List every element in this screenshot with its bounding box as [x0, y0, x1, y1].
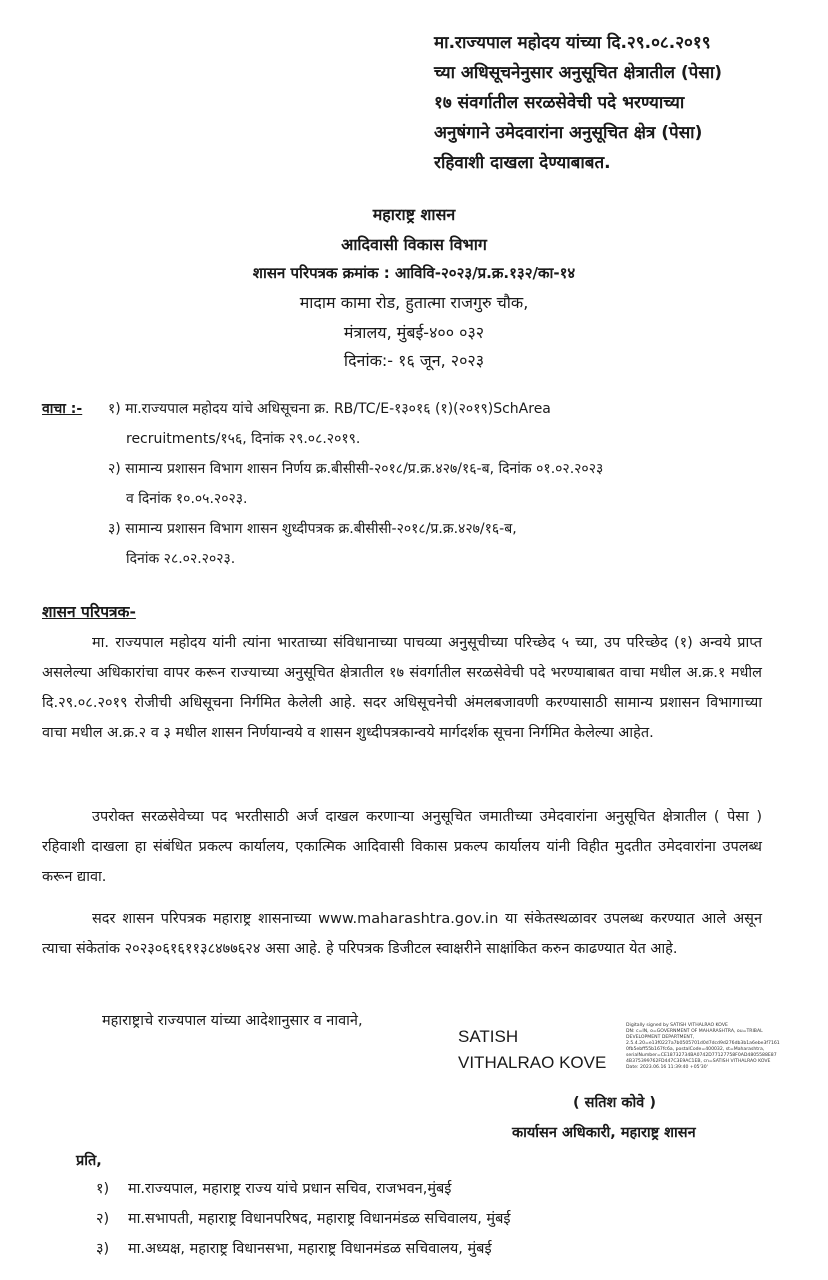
circular-heading: शासन परिपत्रक-	[42, 603, 136, 621]
distribution-item-text: मा.अध्यक्ष, महाराष्ट्र विधानसभा, महाराष्ट्र विधानमंडळ सचिवालय, मुंबई	[128, 1241, 492, 1257]
signature-detail-line: 0fb5ebff55b167fc6a, postalCode=400032, st=Maharashtra,	[626, 1047, 765, 1052]
department-name: आदिवासी विकास विभाग	[341, 235, 487, 254]
subject-line: च्या अधिसूचनेनुसार अनुसूचित क्षेत्रातील (पेसा)	[434, 63, 723, 83]
subject-block	[434, 28, 774, 178]
subject-line: मा.राज्यपाल महोदय यांच्या दि.२९.०८.२०१९	[434, 33, 711, 53]
reference-line: व दिनांक १०.०५.२०२३.	[126, 491, 248, 507]
signature-detail-line: Digitally signed by SATISH VITHALRAO KOVE	[626, 1023, 728, 1028]
signatory-name-line: SATISH	[458, 1027, 519, 1046]
reference-line: १) मा.राज्यपाल महोदय यांचे अधिसूचना क्र. RB/TC/E-१३०१६ (१)(२०१९)SchArea	[108, 401, 551, 417]
reference-line: दिनांक २८.०२.२०२३.	[126, 551, 236, 567]
signature-detail-line: DEVELOPMENT DEPARTMENT,	[626, 1035, 695, 1040]
distribution-item	[96, 1208, 511, 1228]
signatory-designation: कार्यासन अधिकारी, महाराष्ट्र शासन	[512, 1125, 696, 1141]
signature-detail-line: Date: 2023.06.16 11:39:40 +05'30'	[626, 1065, 708, 1070]
address-line: मादाम कामा रोड, हुतात्मा राजगुरु चौक,	[299, 293, 529, 312]
distribution-item-number: ३)	[96, 1241, 110, 1257]
distribution-item-number: १)	[96, 1181, 110, 1197]
circular-number: शासन परिपत्रक क्रमांक : आविवि-२०२३/प्र.क्र.१३२/का-१४	[252, 264, 576, 282]
body-paragraph: उपरोक्त सरळसेवेच्या पद भरतीसाठी अर्ज दाखल करणाऱ्या अनुसूचित जमातीच्या उमेदवारांना अनुसूचित क्षेत्रातील ( पेसा ) रहिवाशी दाखला हा संबंधित प्रकल्प कार्यालय, एकात्मिक आदिवासी विकास प्रकल्प कार्यालय यांनी विहीत मुदतीत उमेदवारांना उपलब्ध करून द्यावा.	[42, 809, 762, 885]
subject-line: अनुषंगाने उमेदवारांना अनुसूचित क्षेत्र (पेसा)	[434, 123, 703, 143]
distribution-item	[96, 1238, 492, 1258]
signature-detail-line: 4B375399762FD447C3E9AC1EB, cn=SATISH VITHALRAO KOVE	[626, 1059, 771, 1064]
body-paragraph: मा. राज्यपाल महोदय यांनी त्यांना भारताच्या संविधानाच्या पाचव्या अनुसूचीच्या परिच्छेद ५ च्या, उप परिच्छेद (१) अन्वये प्राप्त असलेल्या अधिकारांचा वापर करून राज्याच्या अनुसूचित क्षेत्रातील १७ संवर्गातील सरळसेवेची पदे भरण्याबाबत वाचा मधील अ.क्र.१ मधील दि.२९.०८.२०१९ रोजीची अधिसूचना निर्गमित केलेली आहे. सदर अधिसूचनेची अंमलबजावणी करण्यासाठी सामान्य प्रशासन विभागाच्या वाचा मधील अ.क्र.२ व ३ मधील शासन निर्णयान्वये व शासन शुध्दीपत्रकान्वये मार्गदर्शक सूचना निर्गमित केलेल्या आहेत.	[42, 635, 762, 741]
digital-signature-details	[626, 1023, 804, 1071]
signatory-marathi-name: ( सतिश कोवे )	[573, 1095, 657, 1111]
signatory-name-line: VITHALRAO KOVE	[458, 1053, 607, 1072]
references-label: वाचा :-	[42, 401, 83, 417]
body-paragraph: सदर शासन परिपत्रक महाराष्ट्र शासनाच्या www.maharashtra.gov.in या संकेतस्थळावर उपलब्ध करण्यात आले असून त्याचा संकेतांक २०२३०६१६११३८४७७६२४ असा आहे. हे परिपत्रक डिजीटल स्वाक्षरीने साक्षांकित करुन काढण्यात येत आहे.	[42, 911, 762, 957]
distribution-label: प्रति,	[76, 1153, 102, 1169]
subject-line: रहिवाशी दाखला देण्याबाबत.	[434, 153, 611, 173]
reference-line: ३) सामान्य प्रशासन विभाग शासन शुध्दीपत्रक क्र.बीसीसी-२०१८/प्र.क्र.४२७/१६-ब,	[108, 521, 517, 537]
reference-line: recruitments/१५६, दिनांक २९.०८.२०१९.	[126, 431, 361, 447]
distribution-item	[96, 1178, 451, 1198]
reference-line: २) सामान्य प्रशासन विभाग शासन निर्णय क्र.बीसीसी-२०१८/प्र.क्र.४२७/१६-ब, दिनांक ०१.०२.२०२३	[108, 461, 604, 477]
circular-date: दिनांक:- १६ जून, २०२३	[343, 351, 485, 370]
distribution-item-text: मा.सभापती, महाराष्ट्र विधानपरिषद, महाराष्ट्र विधानमंडळ सचिवालय, मुंबई	[128, 1211, 511, 1227]
subject-line: १७ संवर्गातील सरळसेवेची पदे भरण्याच्या	[434, 93, 685, 113]
distribution-item-number: २)	[96, 1211, 110, 1227]
government-name: महाराष्ट्र शासन	[372, 205, 456, 224]
address-line: मंत्रालय, मुंबई-४०० ०३२	[343, 323, 485, 342]
closing-line: महाराष्ट्राचे राज्यपाल यांच्या आदेशानुसार व नावाने,	[102, 1013, 363, 1029]
distribution-item-text: मा.राज्यपाल, महाराष्ट्र राज्य यांचे प्रधान सचिव, राजभवन,मुंबई	[128, 1181, 452, 1197]
signature-detail-line: DN: c=IN, o=GOVERNMENT OF MAHARASHTRA, ou=TRIBAL	[626, 1029, 763, 1034]
signature-detail-line: 2.5.4.20=e13f0227a7b0505701d0d7dcd9d276db3b1a6ebe3f7161	[626, 1041, 780, 1046]
signatory-name	[458, 1024, 606, 1076]
signature-detail-line: serialNumber=CE18732734BA0742D77127758F0AD4805588E87	[626, 1053, 777, 1058]
